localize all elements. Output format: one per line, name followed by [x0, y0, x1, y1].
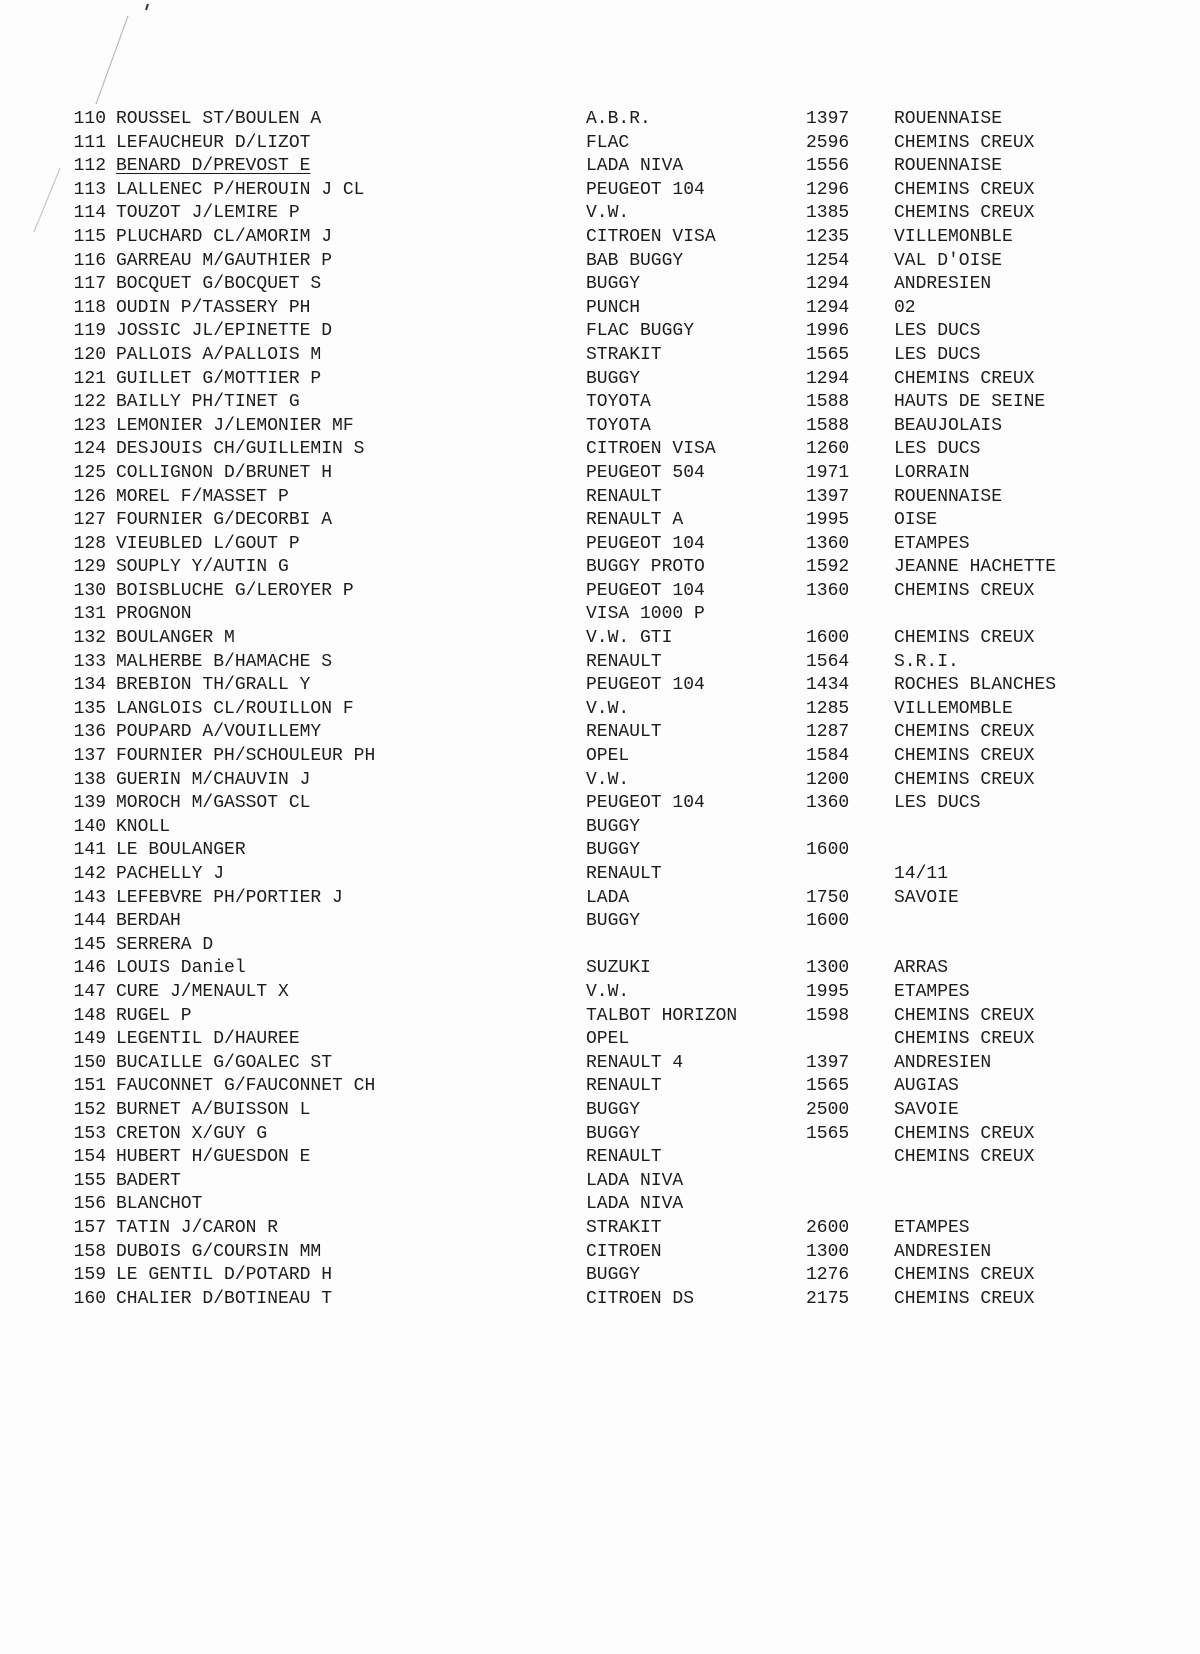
entry-number: 138 [73, 769, 106, 790]
engine-capacity: 1588 [806, 415, 850, 436]
car-model: PEUGEOT 104 [586, 580, 705, 601]
list-item [66, 556, 1106, 580]
entry-number: 140 [73, 816, 106, 837]
list-item [66, 108, 1106, 132]
crew-names: BERDAH [116, 911, 181, 932]
club-name: VILLEMOMBLE [894, 698, 1013, 719]
club-name: CHEMINS CREUX [894, 628, 1035, 649]
engine-capacity: 1296 [806, 179, 850, 200]
list-item [66, 1123, 1106, 1147]
engine-capacity: 1360 [806, 533, 850, 554]
list-item [66, 320, 1106, 344]
list-item [66, 1052, 1106, 1076]
engine-capacity: 1360 [806, 793, 850, 814]
club-name: SAVOIE [894, 887, 959, 908]
car-model: BUGGY [586, 816, 641, 837]
engine-capacity: 1556 [806, 156, 850, 177]
club-name: SAVOIE [894, 1099, 959, 1120]
car-model: PEUGEOT 104 [586, 179, 705, 200]
car-model: BUGGY [586, 840, 641, 861]
club-name: ROUENNAISE [894, 486, 1003, 507]
list-item [66, 816, 1106, 840]
crew-names: MOREL F/MASSET P [116, 486, 289, 507]
club-name: CHEMINS CREUX [894, 580, 1035, 601]
list-item [66, 462, 1106, 486]
car-model: V.W. [586, 769, 630, 790]
crew-names: BOULANGER M [116, 628, 235, 649]
list-item [66, 368, 1106, 392]
entry-number: 152 [73, 1099, 106, 1120]
entry-number: 144 [73, 911, 106, 932]
engine-capacity: 1565 [806, 1123, 850, 1144]
car-model: CITROEN DS [586, 1288, 695, 1309]
car-model: RENAULT [586, 1147, 662, 1168]
list-item [66, 226, 1106, 250]
engine-capacity: 1600 [806, 840, 850, 861]
entry-number: 149 [73, 1029, 106, 1050]
engine-capacity: 2500 [806, 1099, 850, 1120]
entry-number: 139 [73, 793, 106, 814]
engine-capacity: 1565 [806, 344, 850, 365]
crew-names: LEGENTIL D/HAUREE [116, 1029, 300, 1050]
engine-capacity: 1592 [806, 557, 850, 578]
entry-number: 129 [73, 557, 106, 578]
entry-number: 113 [73, 179, 106, 200]
entry-number: 147 [73, 981, 106, 1002]
crew-names: BAILLY PH/TINET G [116, 392, 300, 413]
car-model: TALBOT HORIZON [586, 1005, 738, 1026]
list-item [66, 179, 1106, 203]
entry-number: 120 [73, 344, 106, 365]
club-name: OISE [894, 510, 938, 531]
list-item [66, 1075, 1106, 1099]
entry-number: 158 [73, 1241, 106, 1262]
entry-number: 148 [73, 1005, 106, 1026]
entry-number: 111 [73, 132, 106, 153]
entry-number: 112 [73, 156, 106, 177]
engine-capacity: 1200 [806, 769, 850, 790]
crew-names: GARREAU M/GAUTHIER P [116, 250, 333, 271]
engine-capacity: 1565 [806, 1076, 850, 1097]
crew-names: VIEUBLED L/GOUT P [116, 533, 300, 554]
entry-number: 114 [73, 203, 106, 224]
club-name: LORRAIN [894, 462, 970, 483]
car-model: BUGGY [586, 274, 641, 295]
car-model: FLAC [586, 132, 630, 153]
engine-capacity: 1235 [806, 226, 850, 247]
entry-number: 157 [73, 1217, 106, 1238]
club-name: CHEMINS CREUX [894, 1288, 1035, 1309]
car-model: A.B.R. [586, 109, 651, 129]
club-name: JEANNE HACHETTE [894, 557, 1057, 578]
entry-number: 118 [73, 297, 106, 318]
entry-number: 131 [73, 604, 106, 625]
crew-names: BOISBLUCHE G/LEROYER P [116, 580, 354, 601]
entry-number: 125 [73, 462, 106, 483]
car-model: LADA NIVA [586, 1170, 684, 1191]
car-model: RENAULT [586, 651, 662, 672]
list-item [66, 603, 1106, 627]
car-model: FLAC BUGGY [586, 321, 695, 342]
entry-number: 156 [73, 1194, 106, 1215]
list-item [66, 863, 1106, 887]
engine-capacity: 1995 [806, 510, 850, 531]
list-item [66, 910, 1106, 934]
entry-number: 130 [73, 580, 106, 601]
engine-capacity: 1285 [806, 698, 850, 719]
list-item [66, 887, 1106, 911]
crew-names: BOCQUET G/BOCQUET S [116, 274, 322, 295]
list-item [66, 674, 1106, 698]
entry-number: 153 [73, 1123, 106, 1144]
list-item [66, 415, 1106, 439]
entry-number: 117 [73, 274, 106, 295]
crew-names: RUGEL P [116, 1005, 192, 1026]
crew-names: GUERIN M/CHAUVIN J [116, 769, 311, 790]
crew-names: BREBION TH/GRALL Y [116, 675, 311, 696]
list-item [66, 1146, 1106, 1170]
crew-names: PLUCHARD CL/AMORIM J [116, 226, 333, 247]
entry-number: 154 [73, 1147, 106, 1168]
engine-capacity: 1598 [806, 1005, 850, 1026]
entry-number: 115 [73, 226, 106, 247]
crew-names: FAUCONNET G/FAUCONNET CH [116, 1076, 376, 1097]
entry-number: 145 [73, 934, 106, 955]
crew-names: LANGLOIS CL/ROUILLON F [116, 698, 354, 719]
engine-capacity: 1995 [806, 981, 850, 1002]
crew-names: PROGNON [116, 604, 192, 625]
engine-capacity: 2600 [806, 1217, 850, 1238]
crew-names: HUBERT H/GUESDON E [116, 1147, 311, 1168]
club-name: ROCHES BLANCHES [894, 675, 1057, 696]
list-item [66, 155, 1106, 179]
crew-names: PALLOIS A/PALLOIS M [116, 344, 322, 365]
club-name: CHEMINS CREUX [894, 1029, 1035, 1050]
car-model: BUGGY [586, 911, 641, 932]
car-model: LADA NIVA [586, 156, 684, 177]
list-item [66, 1288, 1106, 1312]
crew-names: MOROCH M/GASSOT CL [116, 793, 311, 814]
crew-names: BURNET A/BUISSON L [116, 1099, 311, 1120]
club-name: CHEMINS CREUX [894, 1005, 1035, 1026]
entry-number: 126 [73, 486, 106, 507]
engine-capacity: 1260 [806, 439, 850, 460]
club-name: ARRAS [894, 958, 949, 979]
entry-number: 143 [73, 887, 106, 908]
car-model: LADA [586, 887, 630, 908]
crew-names: OUDIN P/TASSERY PH [116, 297, 311, 318]
club-name: CHEMINS CREUX [894, 368, 1035, 389]
club-name: ANDRESIEN [894, 1241, 992, 1262]
engine-capacity: 1287 [806, 722, 850, 743]
entry-number: 133 [73, 651, 106, 672]
car-model: CITROEN VISA [586, 226, 716, 247]
club-name: CHEMINS CREUX [894, 769, 1035, 790]
car-model: CITROEN VISA [586, 439, 716, 460]
list-item [66, 792, 1106, 816]
list-item [66, 1028, 1106, 1052]
club-name: ETAMPES [894, 533, 970, 554]
club-name: LES DUCS [894, 793, 981, 814]
engine-capacity: 1588 [806, 392, 850, 413]
car-model: PEUGEOT 104 [586, 793, 705, 814]
crew-names: LEFEBVRE PH/PORTIER J [116, 887, 343, 908]
entry-number: 136 [73, 722, 106, 743]
club-name: CHEMINS CREUX [894, 746, 1035, 767]
list-item [66, 1005, 1106, 1029]
engine-capacity: 1294 [806, 368, 850, 389]
entry-number: 128 [73, 533, 106, 554]
car-model: VISA 1000 P [586, 604, 705, 625]
club-name: CHEMINS CREUX [894, 1265, 1035, 1286]
car-model: STRAKIT [586, 1217, 662, 1238]
club-name: ANDRESIEN [894, 274, 992, 295]
list-item [66, 132, 1106, 156]
engine-capacity: 1300 [806, 1241, 850, 1262]
list-item [66, 438, 1106, 462]
crew-names: LE GENTIL D/POTARD H [116, 1265, 333, 1286]
engine-capacity: 2596 [806, 132, 850, 153]
club-name: BEAUJOLAIS [894, 415, 1003, 436]
entry-number: 150 [73, 1052, 106, 1073]
crew-names: LALLENEC P/HEROUIN J CL [116, 179, 365, 200]
club-name: VILLEMONBLE [894, 226, 1013, 247]
entry-number: 123 [73, 415, 106, 436]
crew-names: BADERT [116, 1170, 181, 1191]
list-item [66, 1264, 1106, 1288]
crew-names: CRETON X/GUY G [116, 1123, 268, 1144]
list-item [66, 1099, 1106, 1123]
car-model: TOYOTA [586, 415, 651, 436]
list-item [66, 344, 1106, 368]
crew-names: FOURNIER G/DECORBI A [116, 510, 333, 531]
car-model: RENAULT [586, 864, 662, 884]
car-model: RENAULT 4 [586, 1052, 684, 1073]
engine-capacity: 1971 [806, 462, 850, 483]
engine-capacity: 1300 [806, 958, 850, 979]
car-model: PUNCH [586, 297, 641, 318]
club-name: VAL D'OISE [894, 250, 1003, 271]
list-item [66, 1241, 1106, 1265]
engine-capacity: 1294 [806, 274, 850, 295]
entry-number: 146 [73, 958, 106, 979]
list-item [66, 580, 1106, 604]
entry-number: 119 [73, 321, 106, 342]
car-model: BAB BUGGY [586, 250, 684, 271]
entry-number: 116 [73, 250, 106, 271]
club-name: 14/11 [894, 864, 949, 884]
car-model: RENAULT A [586, 510, 684, 531]
club-name: CHEMINS CREUX [894, 1123, 1035, 1144]
car-model: RENAULT [586, 486, 662, 507]
entry-number: 127 [73, 510, 106, 531]
car-model: V.W. [586, 203, 630, 224]
engine-capacity: 1397 [806, 109, 850, 129]
club-name: CHEMINS CREUX [894, 179, 1035, 200]
entry-number: 110 [73, 109, 106, 129]
list-item [66, 486, 1106, 510]
engine-capacity: 1584 [806, 746, 850, 767]
crew-names: LEMONIER J/LEMONIER MF [116, 415, 354, 436]
list-item [66, 297, 1106, 321]
car-model: STRAKIT [586, 344, 662, 365]
car-model: V.W. [586, 981, 630, 1002]
entry-list [66, 108, 1106, 1311]
club-name: 02 [894, 297, 916, 318]
list-item [66, 934, 1106, 958]
crew-names: DESJOUIS CH/GUILLEMIN S [116, 439, 365, 460]
engine-capacity: 1385 [806, 203, 850, 224]
club-name: ETAMPES [894, 1217, 970, 1238]
crew-names: BENARD D/PREVOST E [116, 156, 311, 177]
car-model: PEUGEOT 504 [586, 462, 705, 483]
engine-capacity: 1294 [806, 297, 850, 318]
list-item [66, 391, 1106, 415]
crew-names: CURE J/MENAULT X [116, 981, 289, 1002]
club-name: ETAMPES [894, 981, 970, 1002]
entry-number: 159 [73, 1265, 106, 1286]
club-name: LES DUCS [894, 321, 981, 342]
crew-names: GUILLET G/MOTTIER P [116, 368, 322, 389]
list-item [66, 721, 1106, 745]
car-model: TOYOTA [586, 392, 651, 413]
crew-names: JOSSIC JL/EPINETTE D [116, 321, 333, 342]
list-item [66, 769, 1106, 793]
engine-capacity: 2175 [806, 1288, 850, 1309]
club-name: CHEMINS CREUX [894, 132, 1035, 153]
list-item [66, 202, 1106, 226]
car-model: RENAULT [586, 722, 662, 743]
engine-capacity: 1360 [806, 580, 850, 601]
crew-names: CHALIER D/BOTINEAU T [116, 1288, 333, 1309]
engine-capacity: 1434 [806, 675, 850, 696]
list-item [66, 1170, 1106, 1194]
crew-names: TATIN J/CARON R [116, 1217, 279, 1238]
club-name: CHEMINS CREUX [894, 1147, 1035, 1168]
entry-number: 121 [73, 368, 106, 389]
crew-names: MALHERBE B/HAMACHE S [116, 651, 333, 672]
car-model: RENAULT [586, 1076, 662, 1097]
engine-capacity: 1600 [806, 911, 850, 932]
entry-number: 135 [73, 698, 106, 719]
list-item [66, 745, 1106, 769]
crew-names: POUPARD A/VOUILLEMY [116, 722, 322, 743]
crew-names: ROUSSEL ST/BOULEN A [116, 109, 322, 129]
crew-names: LEFAUCHEUR D/LIZOT [116, 132, 311, 153]
club-name: CHEMINS CREUX [894, 203, 1035, 224]
club-name: ROUENNAISE [894, 109, 1003, 129]
engine-capacity: 1397 [806, 1052, 850, 1073]
list-item [66, 509, 1106, 533]
entry-number: 142 [73, 864, 106, 884]
car-model: BUGGY [586, 1265, 641, 1286]
list-item [66, 627, 1106, 651]
list-item [66, 981, 1106, 1005]
car-model: BUGGY PROTO [586, 557, 705, 578]
list-item [66, 533, 1106, 557]
list-item [66, 1193, 1106, 1217]
list-item [66, 839, 1106, 863]
crew-names: SOUPLY Y/AUTIN G [116, 557, 289, 578]
entry-number: 132 [73, 628, 106, 649]
crew-names: KNOLL [116, 816, 171, 837]
entry-number: 134 [73, 675, 106, 696]
club-name: HAUTS DE SEINE [894, 392, 1046, 413]
car-model: PEUGEOT 104 [586, 675, 705, 696]
entry-number: 137 [73, 746, 106, 767]
car-model: BUGGY [586, 368, 641, 389]
car-model: SUZUKI [586, 958, 651, 979]
crew-names: FOURNIER PH/SCHOULEUR PH [116, 746, 376, 767]
engine-capacity: 1397 [806, 486, 850, 507]
crew-names: LOUIS Daniel [116, 958, 246, 979]
crew-names: TOUZOT J/LEMIRE P [116, 203, 300, 224]
car-model: BUGGY [586, 1099, 641, 1120]
club-name: LES DUCS [894, 344, 981, 365]
car-model: BUGGY [586, 1123, 641, 1144]
crew-names: BUCAILLE G/GOALEC ST [116, 1052, 333, 1073]
list-item [66, 957, 1106, 981]
engine-capacity: 1996 [806, 321, 850, 342]
crew-names: COLLIGNON D/BRUNET H [116, 462, 333, 483]
car-model: OPEL [586, 1029, 630, 1050]
club-name: ROUENNAISE [894, 156, 1003, 177]
car-model: V.W. GTI [586, 628, 673, 649]
list-item [66, 1217, 1106, 1241]
crew-names: PACHELLY J [116, 864, 225, 884]
engine-capacity: 1564 [806, 651, 850, 672]
crew-names: SERRERA D [116, 934, 214, 955]
crew-names: LE BOULANGER [116, 840, 246, 861]
entry-number: 151 [73, 1076, 106, 1097]
entry-number: 141 [73, 840, 106, 861]
club-name: LES DUCS [894, 439, 981, 460]
club-name: CHEMINS CREUX [894, 722, 1035, 743]
engine-capacity: 1600 [806, 628, 850, 649]
list-item [66, 273, 1106, 297]
club-name: S.R.I. [894, 651, 959, 672]
club-name: ANDRESIEN [894, 1052, 992, 1073]
entry-number: 124 [73, 439, 106, 460]
list-item [66, 651, 1106, 675]
crew-names: BLANCHOT [116, 1194, 203, 1215]
engine-capacity: 1750 [806, 887, 850, 908]
car-model: V.W. [586, 698, 630, 719]
entry-number: 160 [73, 1288, 106, 1309]
entry-number: 122 [73, 392, 106, 413]
crew-names: DUBOIS G/COURSIN MM [116, 1241, 322, 1262]
engine-capacity: 1254 [806, 250, 850, 271]
list-item [66, 250, 1106, 274]
entry-number: 155 [73, 1170, 106, 1191]
car-model: OPEL [586, 746, 630, 767]
car-model: PEUGEOT 104 [586, 533, 705, 554]
engine-capacity: 1276 [806, 1265, 850, 1286]
club-name: AUGIAS [894, 1076, 959, 1097]
car-model: CITROEN [586, 1241, 662, 1262]
car-model: LADA NIVA [586, 1194, 684, 1215]
list-item [66, 698, 1106, 722]
